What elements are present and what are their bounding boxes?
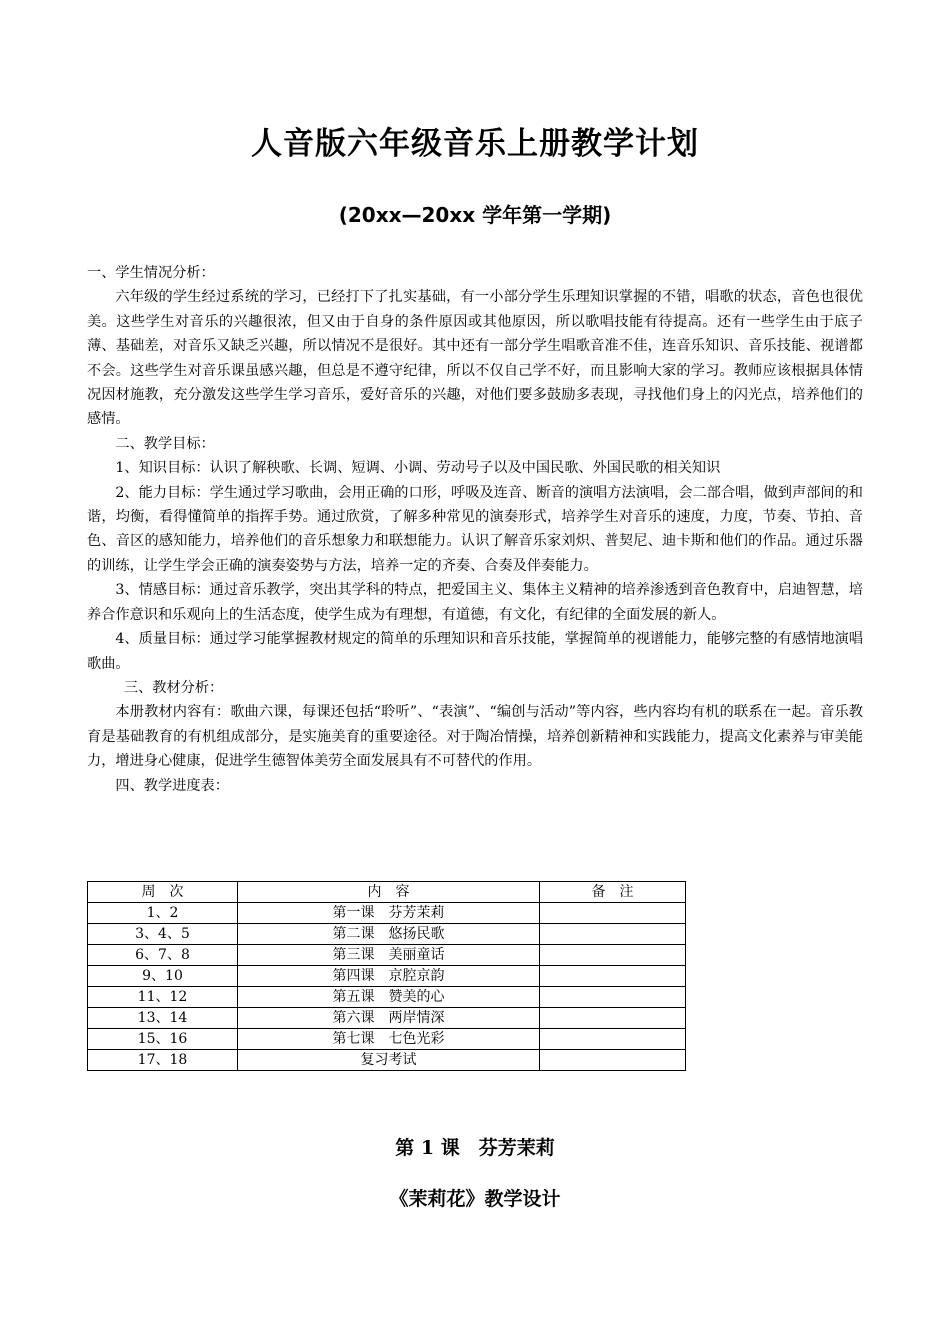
- section-heading-student-analysis: 一、学生情况分析：: [87, 265, 215, 281]
- table-row: [88, 945, 686, 966]
- cell-content: 第二课 悠扬民歌: [238, 924, 540, 945]
- cell-note: [540, 966, 686, 987]
- table-row: [88, 903, 686, 924]
- textbook-analysis-paragraph: 本册教材内容有：歌曲六课，每课还包括“聆听”、“表演”、“编创与活动”等内容，些内容均有机的联系在一起。音乐教育是基础教育的有机组成部分，是实施美育的重要途径。对于陶冶情操，培养创新精神和实践能力，提高文化素养与审美能力，增进身心健康，促进学生德智体美劳全面发展具有不可替代的作用。: [87, 704, 863, 770]
- table-row: [88, 924, 686, 945]
- table-row: [88, 1008, 686, 1029]
- cell-note: [540, 1029, 686, 1050]
- cell-note: [540, 1050, 686, 1071]
- table-header-row: [88, 882, 686, 903]
- cell-content: 第一课 芬芳茉莉: [238, 903, 540, 924]
- table-row: [88, 1029, 686, 1050]
- cell-week: 15、16: [88, 1029, 238, 1050]
- cell-content: 第七课 七色光彩: [238, 1029, 540, 1050]
- column-header-note: 备 注: [540, 882, 686, 903]
- page-title: 人音版六年级音乐上册教学计划: [251, 126, 699, 162]
- cell-week: 13、14: [88, 1008, 238, 1029]
- goal-emotion: 3、情感目标：通过音乐教学，突出其学科的特点，把爱国主义、集体主义精神的培养渗透到音色教育中，启迪智慧，培养合作意识和乐观向上的生活态度，使学生成为有理想，有道德，有文化，有纪律的全面发展的新人。: [87, 582, 863, 623]
- cell-content: 第四课 京腔京韵: [238, 966, 540, 987]
- goal-quality: 4、质量目标：通过学习能掌握教材规定的简单的乐理知识和音乐技能，掌握简单的视谱能力，能够完整的有感情地演唱歌曲。: [87, 631, 863, 672]
- cell-note: [540, 987, 686, 1008]
- cell-week: 1、2: [88, 903, 238, 924]
- goal-knowledge: 1、知识目标：认识了解秧歌、长调、短调、小调、劳动号子以及中国民歌、外国民歌的相关知识: [115, 460, 721, 477]
- document-body: [87, 261, 863, 798]
- cell-week: 17、18: [88, 1050, 238, 1071]
- table-row: [88, 966, 686, 987]
- cell-note: [540, 1008, 686, 1029]
- section-heading-schedule: 四、教学进度表：: [115, 777, 229, 794]
- cell-content: 第六课 两岸情深: [238, 1008, 540, 1029]
- cell-week: 6、7、8: [88, 945, 238, 966]
- goal-ability: 2、能力目标：学生通过学习歌曲，会用正确的口形，呼吸及连音、断音的演唱方法演唱，会二部合唱，做到声部间的和谐，均衡，看得懂简单的指挥手势。通过欣赏，了解多种常见的演奏形式，培养学生对音乐的速度，力度，节奏、节拍、音色、音区的感知能力，培养他们的音乐想象力和联想能力。认识了解音乐家刘炽、普契尼、迪卡斯和他们的作品。通过乐器的训练，让学生学会正确的演奏姿势与方法，培养一定的齐奏、合奏及伴奏能力。: [87, 484, 863, 574]
- design-title: 《茉莉花》教学设计: [389, 1188, 561, 1210]
- table-row: [88, 1050, 686, 1071]
- section-heading-teaching-goals: 二、教学目标：: [115, 435, 215, 452]
- page-subtitle: (20xx—20xx 学年第一学期): [338, 203, 612, 227]
- cell-note: [540, 924, 686, 945]
- cell-note: [540, 903, 686, 924]
- student-analysis-paragraph: 六年级的学生经过系统的学习，已经打下了扎实基础，有一小部分学生乐理知识掌握的不错，唱歌的状态，音色也很优美。这些学生对音乐的兴趣很浓，但又由于自身的条件原因或其他原因，所以歌唱技能有待提高。还有一些学生由于底子薄、基础差，对音乐又缺乏兴趣，所以情况不是很好。其中还有一部分学生唱歌音准不佳，连音乐知识、音乐技能、视谱都不会。这些学生对音乐课虽感兴趣，但总是不遵守纪律，所以不仅自己学不好，而且影响大家的学习。教师应该根据具体情况因材施教，充分激发这些学生学习音乐，爱好音乐的兴趣，对他们要多鼓励多表现，寻找他们身上的闪光点，培养他们的感情。: [87, 289, 863, 428]
- cell-content: 第三课 美丽童话: [238, 945, 540, 966]
- lesson-title: 第 1 课 芬芳茉莉: [395, 1137, 555, 1159]
- cell-content: 第五课 赞美的心: [238, 987, 540, 1008]
- schedule-table: [87, 881, 686, 1071]
- cell-week: 9、10: [88, 966, 238, 987]
- cell-note: [540, 945, 686, 966]
- column-header-content: 内 容: [238, 882, 540, 903]
- cell-week: 3、4、5: [88, 924, 238, 945]
- cell-week: 11、12: [88, 987, 238, 1008]
- table-row: [88, 987, 686, 1008]
- cell-content: 复习考试: [238, 1050, 540, 1071]
- section-heading-textbook-analysis: 三、教材分析：: [123, 679, 224, 696]
- column-header-week: 周 次: [88, 882, 238, 903]
